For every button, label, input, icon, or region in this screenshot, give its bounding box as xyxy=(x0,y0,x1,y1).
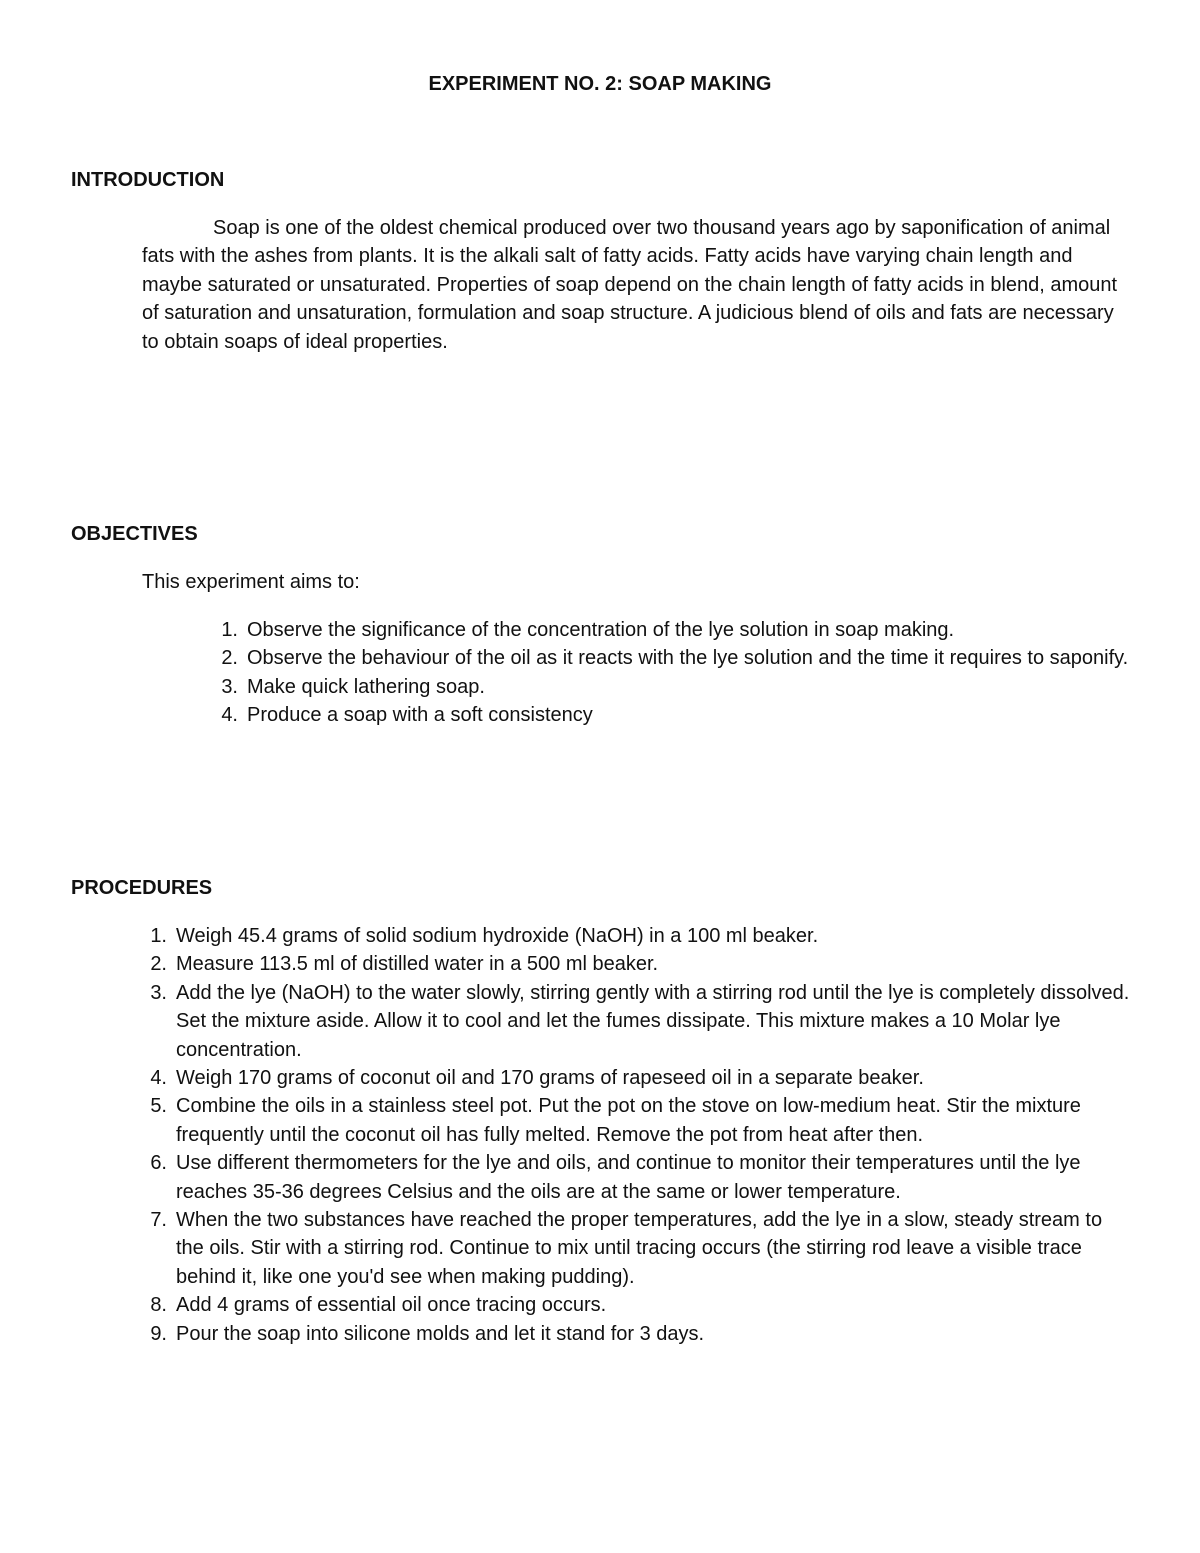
introduction-paragraph: Soap is one of the oldest chemical produced over two thousand years ago by saponification of animal fats with the ashes from plants. It is the alkali salt of fatty acids. Fatty acids have varying chain length and maybe saturated or unsaturated. Properties of soap depend on the chain length of fatty acids in blend, amount of saturation and unsaturation, formulation and soap structure. A judicious blend of oils and fats are necessary to obtain soaps of ideal properties. xyxy=(142,217,1118,353)
objectives-lead: This experiment aims to: xyxy=(142,571,360,593)
document-title: EXPERIMENT NO. 2: SOAP MAKING xyxy=(428,73,772,95)
list-item-text: Observe the significance of the concentration of the lye solution in soap making. xyxy=(247,619,955,641)
list-item xyxy=(141,1320,1131,1348)
list-item-number: 5. xyxy=(150,1095,167,1118)
list-item-text: Weigh 45.4 grams of solid sodium hydroxide (NaOH) in a 100 ml beaker. xyxy=(176,925,819,947)
list-item-number: 8. xyxy=(150,1294,167,1317)
list-item-text: Make quick lathering soap. xyxy=(247,675,485,698)
list-item xyxy=(141,979,1131,1064)
list-item-number: 4. xyxy=(221,704,238,727)
list-item-number: 7. xyxy=(150,1209,167,1232)
list-item xyxy=(212,673,1142,701)
procedures-heading: PROCEDURES xyxy=(71,877,213,899)
list-item-number: 6. xyxy=(150,1152,167,1175)
list-item-number: 9. xyxy=(150,1322,167,1345)
list-item-text: Combine the oils in a stainless steel pot. Put the pot on the stove on low-medium heat. Stir the mixture frequently until the coconut oil has fully melted. Remove the pot from heat after then. xyxy=(176,1095,1081,1146)
list-item xyxy=(141,1149,1131,1206)
list-item-number: 3. xyxy=(150,981,167,1004)
list-item-number: 1. xyxy=(221,619,238,641)
list-item-text: Add the lye (NaOH) to the water slowly, stirring gently with a stirring rod until the lye is completely dissolved. Set the mixture aside. Allow it to cool and let the fumes dissipate. This mixture makes a 10 Molar lye concentration. xyxy=(176,981,1130,1061)
introduction-heading: INTRODUCTION xyxy=(71,169,225,191)
list-item xyxy=(141,950,1131,978)
list-item-number: 3. xyxy=(221,675,238,698)
list-item-number: 2. xyxy=(150,953,167,976)
list-item-text: Pour the soap into silicone molds and let it stand for 3 days. xyxy=(176,1322,705,1345)
list-item xyxy=(141,1064,1131,1092)
list-item xyxy=(212,644,1142,672)
list-item-text: Observe the behaviour of the oil as it reacts with the lye solution and the time it requires to saponify. xyxy=(247,647,1129,670)
list-item xyxy=(212,616,1142,644)
list-item xyxy=(141,1206,1131,1291)
list-item-text: Weigh 170 grams of coconut oil and 170 grams of rapeseed oil in a separate beaker. xyxy=(176,1067,924,1090)
list-item-text: When the two substances have reached the proper temperatures, add the lye in a slow, steady stream to the oils. Stir with a stirring rod. Continue to mix until tracing occurs (the stirring rod leave a visible trace behind it, like one you'd see when making pudding). xyxy=(176,1209,1103,1288)
procedures-list xyxy=(141,922,1131,1348)
list-item-number: 4. xyxy=(150,1067,167,1090)
list-item xyxy=(212,701,1142,729)
objectives-heading: OBJECTIVES xyxy=(71,523,198,545)
list-item xyxy=(141,1092,1131,1149)
objectives-list xyxy=(212,616,1142,730)
list-item xyxy=(141,1291,1131,1319)
list-item-text: Use different thermometers for the lye and oils, and continue to monitor their temperatures until the lye reaches 35-36 degrees Celsius and the oils are at the same or lower temperature. xyxy=(176,1152,1081,1203)
list-item-text: Measure 113.5 ml of distilled water in a 500 ml beaker. xyxy=(176,953,659,976)
list-item-text: Produce a soap with a soft consistency xyxy=(247,704,593,727)
list-item xyxy=(141,922,1131,950)
list-item-number: 2. xyxy=(221,647,238,670)
list-item-text: Add 4 grams of essential oil once tracing occurs. xyxy=(176,1294,607,1317)
list-item-number: 1. xyxy=(150,925,167,947)
